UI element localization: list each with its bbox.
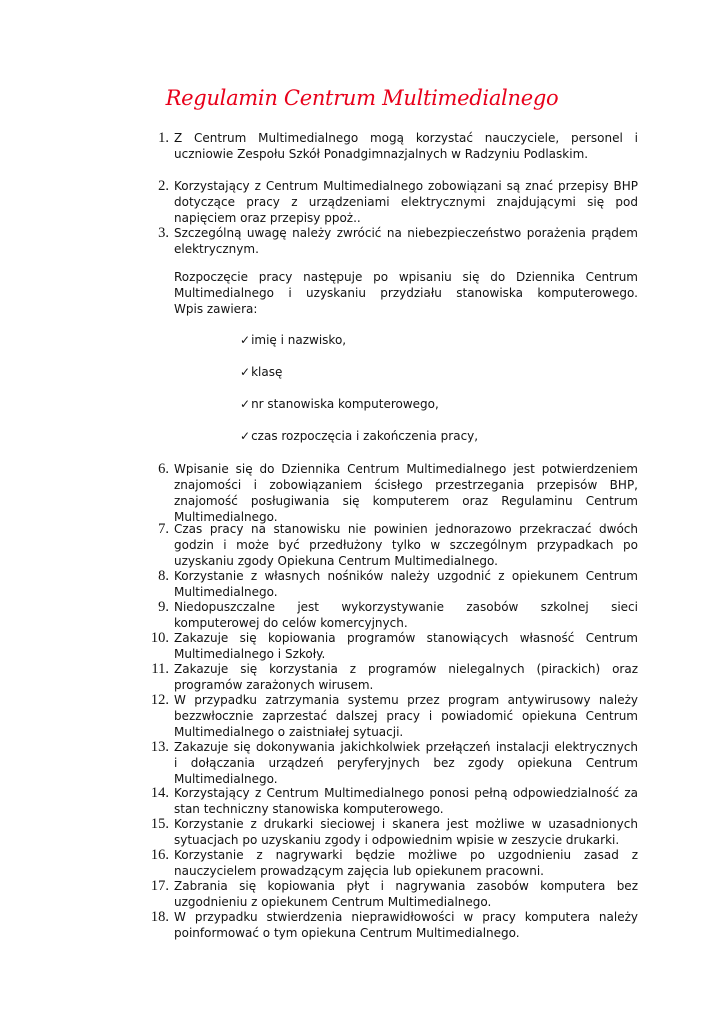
rule-text bbox=[174, 661, 638, 693]
checklist-label: nr stanowiska komputerowego, bbox=[251, 397, 439, 411]
rule-text bbox=[174, 909, 638, 941]
rule-text bbox=[174, 785, 638, 817]
rule-line: Zabrania się kopiowania płyt i nagrywania zasobów komputera bez bbox=[174, 879, 638, 893]
rule-number: 18. bbox=[150, 909, 169, 925]
rule-line: Multimedialnego o zaistniałej sytuacji. bbox=[174, 725, 404, 739]
entry-line: Multimedialnego i uzyskaniu przydziału stanowiska komputerowego. bbox=[174, 286, 638, 300]
rule-line: programów zarażonych wirusem. bbox=[174, 678, 374, 692]
rule-text bbox=[174, 599, 638, 631]
rule-number: 16. bbox=[150, 847, 169, 863]
rule-line: Multimedialnego. bbox=[174, 585, 278, 599]
rule-line: Multimedialnego. bbox=[174, 510, 278, 524]
rule-line: uczniowie Zespołu Szkół Ponadgimnazjalnych w Radzyniu Podlaskim. bbox=[174, 147, 589, 161]
rule-line: Korzystanie z własnych nośników należy uzgodnić z opiekunem Centrum bbox=[174, 569, 638, 583]
checklist-label: imię i nazwisko, bbox=[251, 333, 347, 347]
rule-number: 11. bbox=[151, 661, 169, 677]
rule-text bbox=[174, 739, 638, 787]
rule-line: znajomości i zobowiązaniem ścisłego przestrzegania przepisów BHP, bbox=[174, 478, 638, 492]
rule-number: 2. bbox=[158, 178, 169, 194]
entry-line: Wpis zawiera: bbox=[174, 302, 258, 316]
rule-text bbox=[174, 878, 638, 910]
rule-line: Niedopuszczalne jest wykorzystywanie zasobów szkolnej sieci bbox=[174, 600, 638, 614]
rule-line: Korzystający z Centrum Multimedialnego zobowiązani są znać przepisy BHP bbox=[174, 179, 638, 193]
rule-text bbox=[174, 568, 638, 600]
rule-text bbox=[174, 847, 638, 879]
rule-line: napięciem oraz przepisy ppoż.. bbox=[174, 211, 361, 225]
rule-line: Multimedialnego i Szkoły. bbox=[174, 647, 326, 661]
rule-line: bezzwłocznie zaprzestać dalszej pracy i powiadomić opiekuna Centrum bbox=[174, 709, 638, 723]
rule-line: poinformować o tym opiekuna Centrum Multimedialnego. bbox=[174, 926, 520, 940]
checkmark-icon: ✓ bbox=[240, 429, 251, 443]
rule-number: 7. bbox=[158, 521, 169, 537]
rule-line: Szczególną uwagę należy zwrócić na niebezpieczeństwo porażenia prądem bbox=[174, 226, 638, 240]
rule-line: komputerowej do celów komercyjnych. bbox=[174, 616, 408, 630]
rule-line: Z Centrum Multimedialnego mogą korzystać nauczyciele, personel i bbox=[174, 131, 638, 145]
rule-number: 6. bbox=[158, 461, 169, 477]
checkmark-icon: ✓ bbox=[240, 397, 251, 411]
checklist-item bbox=[240, 396, 439, 412]
rule-number: 3. bbox=[158, 225, 169, 241]
rule-line: elektrycznym. bbox=[174, 242, 259, 256]
rule-number: 1. bbox=[158, 130, 169, 146]
checklist-label: klasę bbox=[251, 365, 283, 379]
rule-line: Zakazuje się kopiowania programów stanowiących własność Centrum bbox=[174, 631, 638, 645]
rule-line: Korzystanie z nagrywarki będzie możliwe po uzgodnieniu zasad z bbox=[174, 848, 638, 862]
rule-text bbox=[174, 461, 638, 525]
rule-number: 17. bbox=[150, 878, 169, 894]
rule-number: 13. bbox=[150, 739, 169, 755]
rule-text bbox=[174, 816, 638, 848]
rule-text bbox=[174, 630, 638, 662]
page-title: Regulamin Centrum Multimedialnego bbox=[165, 86, 559, 110]
rule-line: sytuacjach po uzyskaniu zgody i odpowiednim wpisie w zeszycie drukarki. bbox=[174, 833, 620, 847]
rule-number: 12. bbox=[150, 692, 169, 708]
rule-line: dotyczące pracy z urządzeniami elektrycznymi znajdującymi się pod bbox=[174, 195, 638, 209]
rule-line: uzgodnieniu z opiekunem Centrum Multimedialnego. bbox=[174, 895, 492, 909]
rule-text bbox=[174, 521, 638, 569]
rule-line: nauczycielem prowadzącym zajęcia lub opiekunem pracowni. bbox=[174, 864, 544, 878]
checkmark-icon: ✓ bbox=[240, 333, 251, 347]
rule-number: 8. bbox=[158, 568, 169, 584]
rule-line: stan techniczny stanowiska komputerowego. bbox=[174, 802, 444, 816]
checklist-item bbox=[240, 428, 478, 444]
rule-number: 10. bbox=[150, 630, 169, 646]
rule-number: 9. bbox=[158, 599, 169, 615]
rule-line: Zakazuje się dokonywania jakichkolwiek przełączeń instalacji elektrycznych bbox=[174, 740, 638, 754]
rule-line: W przypadku stwierdzenia nieprawidłowości w pracy komputera należy bbox=[174, 910, 638, 924]
checklist-item bbox=[240, 332, 346, 348]
rule-text bbox=[174, 178, 638, 226]
rule-text bbox=[174, 225, 638, 257]
rule-line: znajomość posługiwania się komputerem oraz Regulaminu Centrum bbox=[174, 494, 638, 508]
rule-line: Korzystanie z drukarki sieciowej i skanera jest możliwe w uzasadnionych bbox=[174, 817, 638, 831]
rule-line: Czas pracy na stanowisku nie powinien jednorazowo przekraczać dwóch bbox=[174, 522, 638, 536]
rule-line: Zakazuje się korzystania z programów nielegalnych (pirackich) oraz bbox=[174, 662, 638, 676]
rule-line: godzin i może być przedłużony tylko w szczególnym przypadkach po bbox=[174, 538, 638, 552]
rule-line: i dołączania urządzeń peryferyjnych bez zgody opiekuna Centrum bbox=[174, 756, 638, 770]
rule-line: W przypadku zatrzymania systemu przez program antywirusowy należy bbox=[174, 693, 638, 707]
checklist-item bbox=[240, 364, 282, 380]
rule-line: Multimedialnego. bbox=[174, 772, 278, 786]
checkmark-icon: ✓ bbox=[240, 365, 251, 379]
rule-line: uzyskaniu zgody Opiekuna Centrum Multimedialnego. bbox=[174, 554, 498, 568]
rule-text bbox=[174, 692, 638, 740]
rule-text bbox=[174, 130, 638, 162]
entry-paragraph bbox=[174, 269, 638, 317]
rule-line: Wpisanie się do Dziennika Centrum Multimedialnego jest potwierdzeniem bbox=[174, 462, 638, 476]
rule-line: Korzystający z Centrum Multimedialnego ponosi pełną odpowiedzialność za bbox=[174, 786, 638, 800]
rule-number: 15. bbox=[150, 816, 169, 832]
rule-number: 14. bbox=[150, 785, 169, 801]
checklist-label: czas rozpoczęcia i zakończenia pracy, bbox=[251, 429, 479, 443]
entry-line: Rozpoczęcie pracy następuje po wpisaniu się do Dziennika Centrum bbox=[174, 270, 638, 284]
